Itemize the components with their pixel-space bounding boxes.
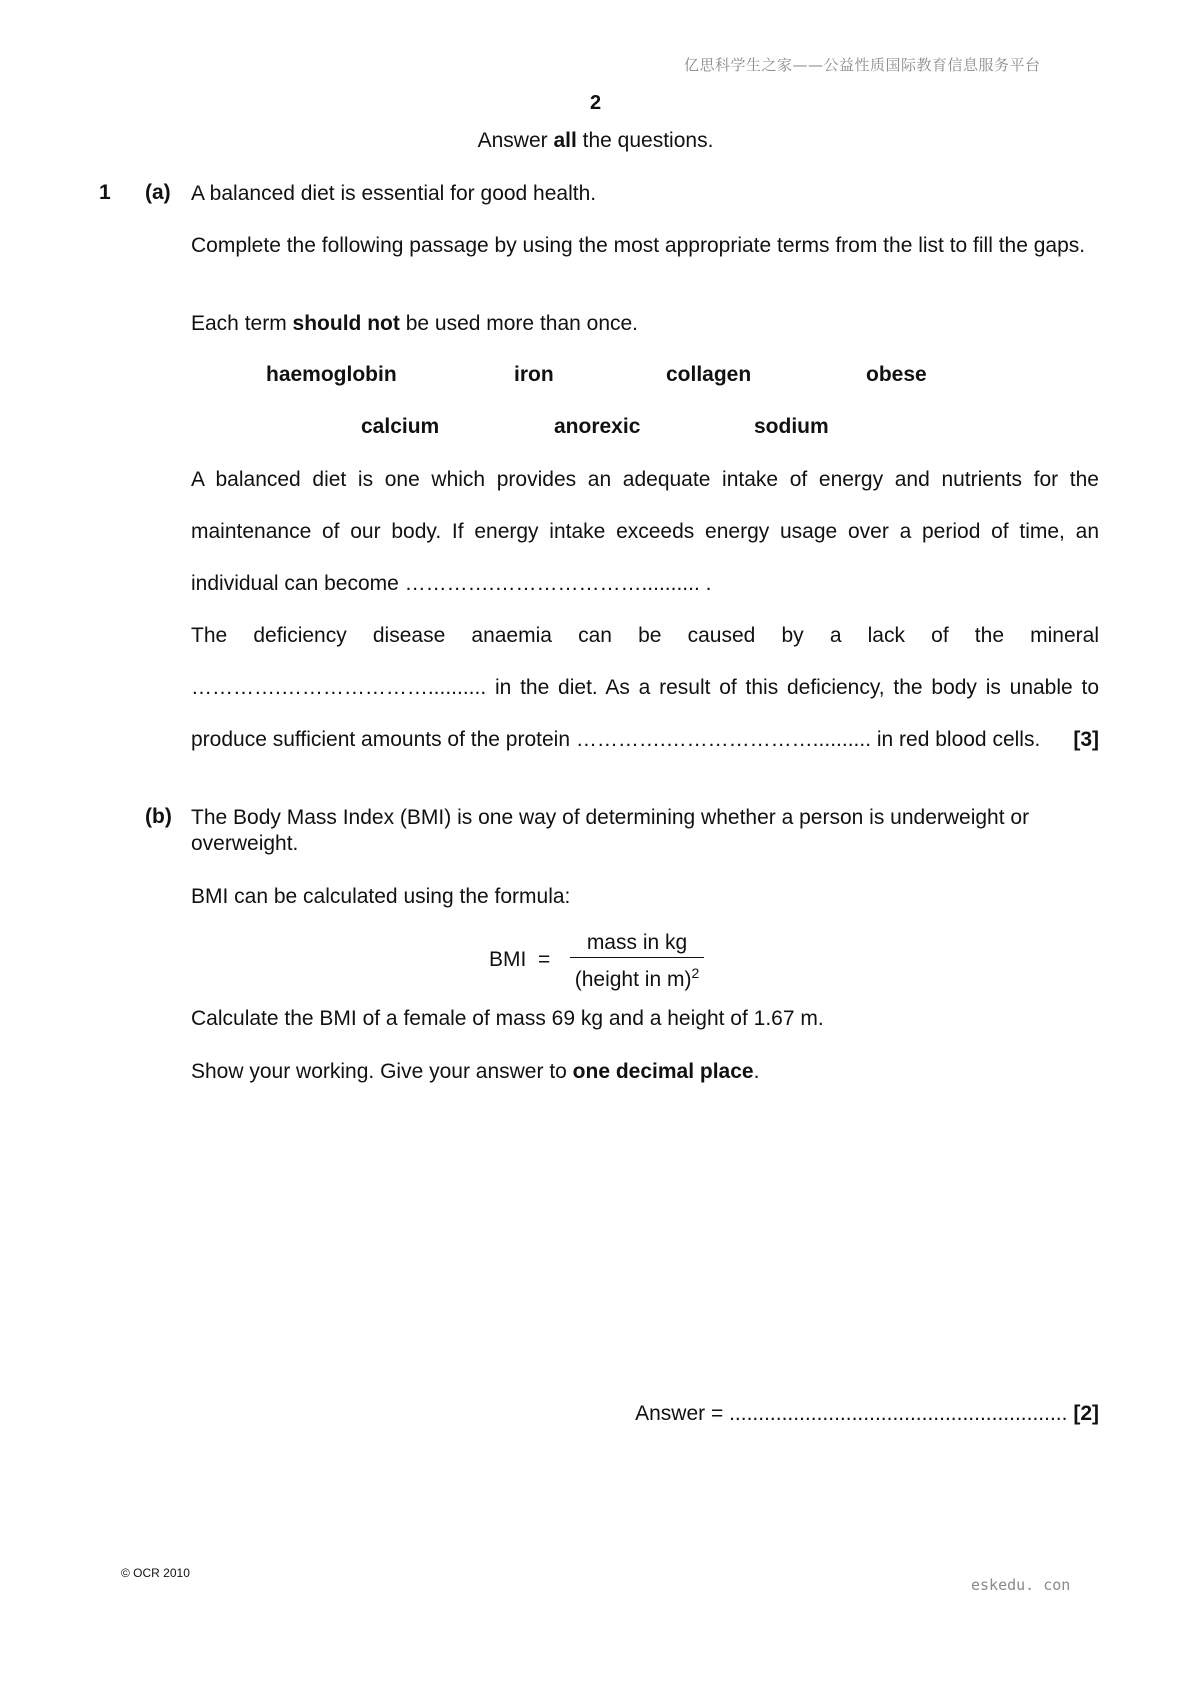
- passage-line-5-gap-2: ………….………………….......... in the diet. As a result of this deficiency, the body is unable to: [191, 676, 1099, 699]
- formula-denominator-text: (height in m): [574, 968, 692, 991]
- passage-line-4: The deficiency disease anaemia can be caused by a lack of the mineral: [191, 624, 1099, 647]
- passage-line-6-gap-3: [191, 727, 1099, 753]
- watermark-bottom: eskedu. con: [971, 1576, 1071, 1594]
- term-iron: iron: [514, 363, 554, 386]
- passage-line-6-text: produce sufficient amounts of the protein ………….………………….......... in red blood cells.: [191, 728, 1041, 751]
- passage-line-2: maintenance of our body. If energy intake exceeds energy usage over a period of time, an: [191, 520, 1099, 543]
- question-number: 1: [99, 181, 111, 204]
- answer-blank[interactable]: ..........................................................: [729, 1402, 1068, 1425]
- formula-denominator: [570, 960, 704, 993]
- calculate-instruction: Calculate the BMI of a female of mass 69 kg and a height of 1.67 m.: [191, 1007, 824, 1030]
- footer-copyright: © OCR 2010: [121, 1566, 190, 1580]
- part-b-label: (b): [145, 805, 172, 828]
- part-b-intro: The Body Mass Index (BMI) is one way of determining whether a person is underweight or overweight.: [191, 806, 1030, 855]
- fraction-bar: [570, 957, 704, 958]
- part-a-task: Complete the following passage by using the most appropriate terms from the list to fill the gaps.: [191, 234, 1086, 257]
- part-a-label: (a): [145, 181, 171, 204]
- term-obese: obese: [866, 363, 927, 386]
- show-working-pre: Show your working. Give your answer to: [191, 1060, 573, 1083]
- passage-line-1: A balanced diet is one which provides an adequate intake of energy and nutrients for the: [191, 468, 1099, 491]
- instruction-pre: Answer: [477, 129, 554, 152]
- instruction-bold: all: [553, 129, 577, 152]
- term-sodium: sodium: [754, 415, 829, 438]
- bmi-formula-fraction: [570, 929, 704, 993]
- passage-line-3-gap-1: individual can become ………….………………….......... .: [191, 572, 712, 595]
- show-working-bold: one decimal place: [572, 1060, 754, 1083]
- formula-exponent: 2: [691, 965, 700, 981]
- part-b-marks: [2]: [1073, 1402, 1099, 1425]
- instruction: [0, 129, 1191, 153]
- show-working-instruction: [191, 1059, 1099, 1085]
- term-collagen: collagen: [666, 363, 752, 386]
- note-post: be used more than once.: [399, 312, 639, 335]
- part-a-note: [191, 311, 1099, 337]
- formula-intro: BMI can be calculated using the formula:: [191, 885, 571, 908]
- page-number: 2: [589, 92, 602, 114]
- term-calcium: calcium: [361, 415, 440, 438]
- part-a-marks: [3]: [1073, 728, 1099, 751]
- formula-numerator: mass in kg: [586, 931, 688, 954]
- formula-lhs: BMI =: [489, 948, 551, 971]
- term-haemoglobin: haemoglobin: [266, 363, 397, 386]
- part-a-intro: A balanced diet is essential for good health.: [191, 182, 597, 205]
- show-working-post: .: [753, 1060, 760, 1083]
- answer-line: [600, 1402, 1099, 1426]
- answer-label: Answer =: [635, 1402, 730, 1425]
- note-pre: Each term: [191, 312, 293, 335]
- note-bold: should not: [292, 312, 400, 335]
- term-anorexic: anorexic: [554, 415, 641, 438]
- instruction-post: the questions.: [576, 129, 714, 152]
- watermark-top: 亿思科学生之家——公益性质国际教育信息服务平台: [684, 56, 1041, 74]
